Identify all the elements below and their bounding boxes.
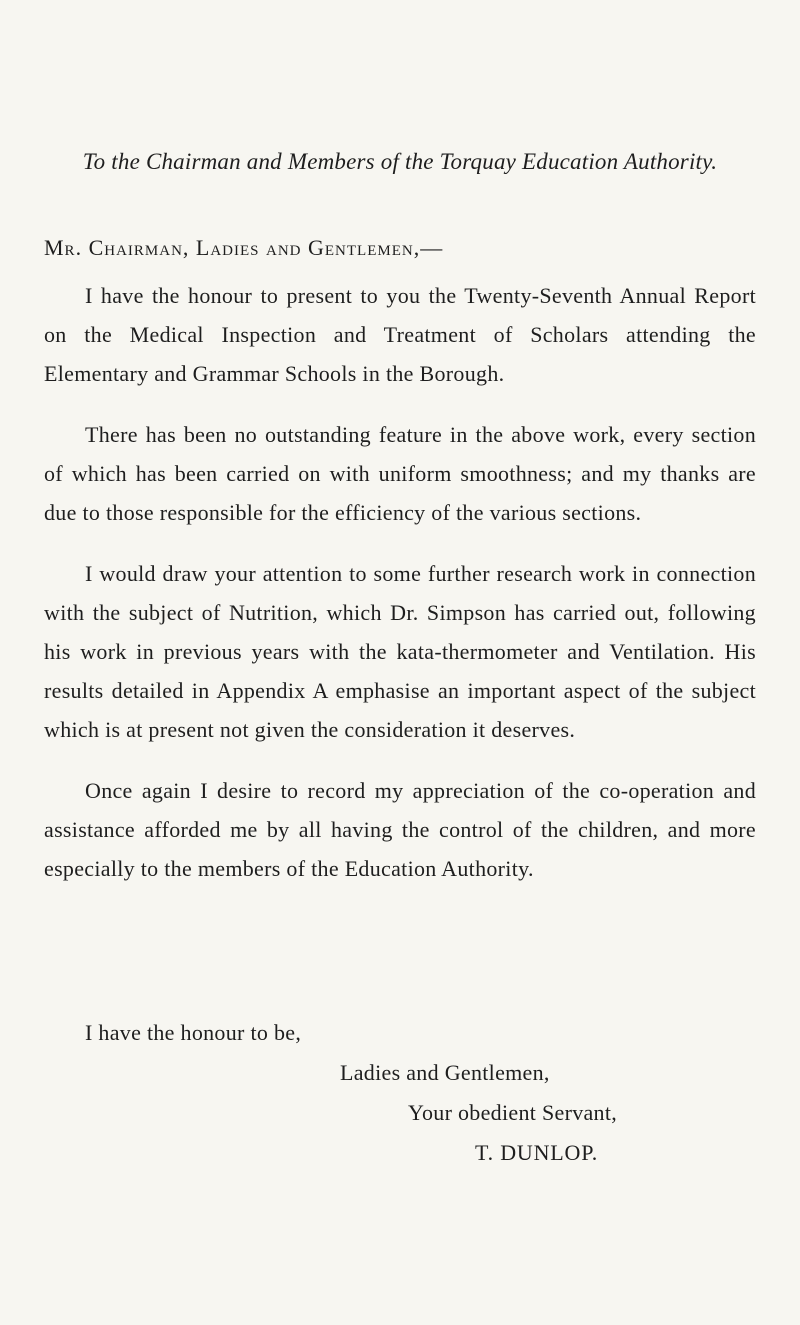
closing-honour-line: I have the honour to be,: [85, 1020, 302, 1045]
closing-greeting-line: Ladies and Gentlemen,: [340, 1060, 550, 1085]
closing-servant-line: Your obedient Servant,: [408, 1100, 618, 1125]
signature: T. DUNLOP.: [475, 1140, 599, 1165]
letter-body: [44, 276, 756, 910]
paragraph-appreciation: Once again I desire to record my appreciation of the co-operation and assistance afforded me by all having the control of the children, and more especially to the members of the Education Authority.: [44, 778, 756, 881]
addressee-heading: To the Chairman and Members of the Torquay Education Authority.: [82, 149, 718, 174]
salutation: Mr. Chairman, Ladies and Gentlemen,—: [44, 235, 444, 260]
paragraph-no-outstanding-feature: There has been no outstanding feature in the above work, every section of which has been carried on with uniform smoothness; and my thanks are due to those responsible for the efficiency of the various sections.: [44, 422, 756, 525]
paragraph-nutrition-research: I would draw your attention to some further research work in connection with the subject of Nutrition, which Dr. Simpson has carried out, following his work in previous years with the kata-thermometer and Ventilation. His results detailed in Appendix A emphasise an important aspect of the subject which is at present not given the consideration it deserves.: [44, 561, 756, 742]
paragraph-report-intro: I have the honour to present to you the Twenty-Seventh Annual Report on the Medical Inspection and Treatment of Scholars attending the Elementary and Grammar Schools in the Borough.: [44, 283, 756, 386]
